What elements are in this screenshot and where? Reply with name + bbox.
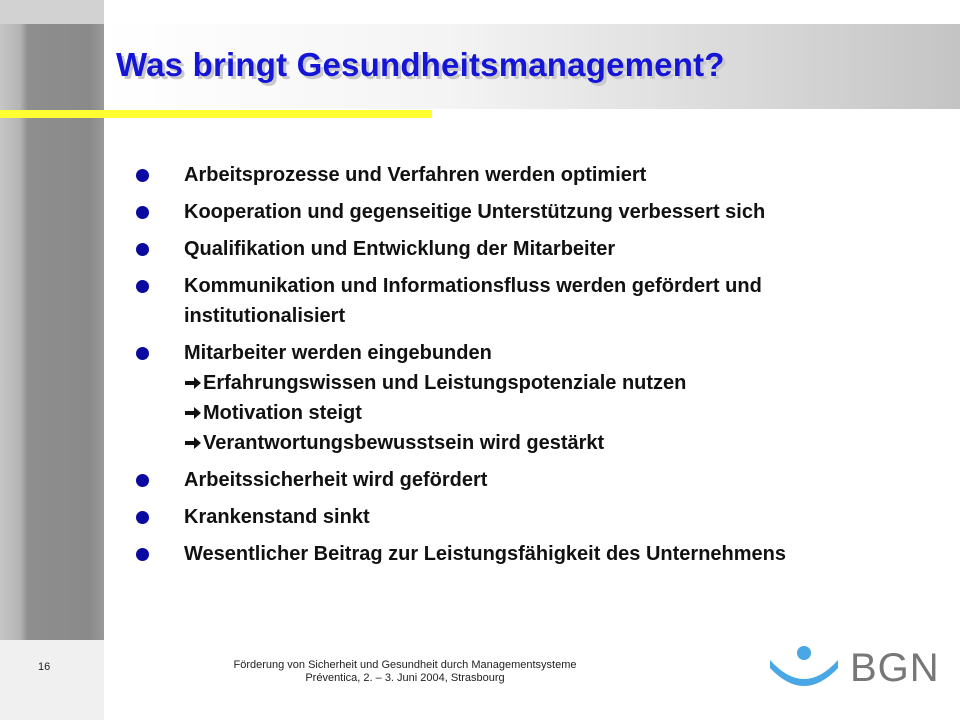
sub-item-text: Erfahrungswissen und Leistungspotenziale nutzen bbox=[203, 372, 687, 394]
bullet-item bbox=[134, 160, 934, 190]
slide-title: Was bringt Gesundheitsmanagement? bbox=[116, 46, 725, 83]
logo-text: BGN bbox=[850, 646, 940, 690]
bullet-text: Krankenstand sinkt bbox=[184, 506, 370, 528]
bullet-item bbox=[134, 271, 934, 331]
page-number: 16 bbox=[38, 661, 51, 673]
sub-item bbox=[184, 368, 934, 398]
sub-item bbox=[184, 398, 934, 428]
bullet-item bbox=[134, 539, 934, 569]
left-footer-decor bbox=[0, 640, 104, 720]
sub-item-text: Motivation steigt bbox=[203, 402, 362, 424]
bullet-text: Mitarbeiter werden eingebunden bbox=[184, 342, 492, 364]
bullet-dot-icon bbox=[136, 474, 149, 487]
left-decor-band bbox=[0, 0, 104, 720]
arrow-right-icon bbox=[184, 436, 202, 450]
footer-line-1: Förderung von Sicherheit und Gesundheit durch Managementsysteme bbox=[233, 659, 577, 671]
bullet-item bbox=[134, 197, 934, 227]
sub-item-text: Verantwortungsbewusstsein wird gestärkt bbox=[203, 432, 605, 454]
title-underline bbox=[0, 110, 432, 118]
arrow-right-icon bbox=[184, 376, 202, 390]
bullet-item bbox=[134, 338, 934, 458]
bgn-logo-icon bbox=[766, 642, 842, 690]
bullet-dot-icon bbox=[136, 548, 149, 561]
bullet-text: Kommunikation und Informationsfluss werden gefördert und bbox=[184, 275, 762, 297]
bgn-logo bbox=[766, 642, 940, 690]
bullet-text: Arbeitsprozesse und Verfahren werden optimiert bbox=[184, 164, 647, 186]
arrow-right-icon bbox=[184, 406, 202, 420]
bullet-text: Arbeitssicherheit wird gefördert bbox=[184, 469, 488, 491]
footer-line-2: Préventica, 2. – 3. Juni 2004, Strasbourg bbox=[305, 672, 505, 684]
bullet-dot-icon bbox=[136, 243, 149, 256]
bullet-text: Wesentlicher Beitrag zur Leistungsfähigkeit des Unternehmens bbox=[184, 543, 786, 565]
top-left-decor bbox=[0, 0, 104, 24]
bullet-text: Qualifikation und Entwicklung der Mitarbeiter bbox=[184, 238, 616, 260]
footer bbox=[230, 659, 580, 685]
bullet-item bbox=[134, 502, 934, 532]
bullet-dot-icon bbox=[136, 511, 149, 524]
bullet-list bbox=[134, 160, 934, 576]
bullet-dot-icon bbox=[136, 206, 149, 219]
bullet-dot-icon bbox=[136, 280, 149, 293]
bullet-item bbox=[134, 465, 934, 495]
bullet-item bbox=[134, 234, 934, 264]
bullet-dot-icon bbox=[136, 169, 149, 182]
bullet-text: Kooperation und gegenseitige Unterstützung verbessert sich bbox=[184, 201, 766, 223]
bullet-text-continuation: institutionalisiert bbox=[184, 305, 346, 327]
bullet-dot-icon bbox=[136, 347, 149, 360]
sub-item bbox=[184, 428, 934, 458]
